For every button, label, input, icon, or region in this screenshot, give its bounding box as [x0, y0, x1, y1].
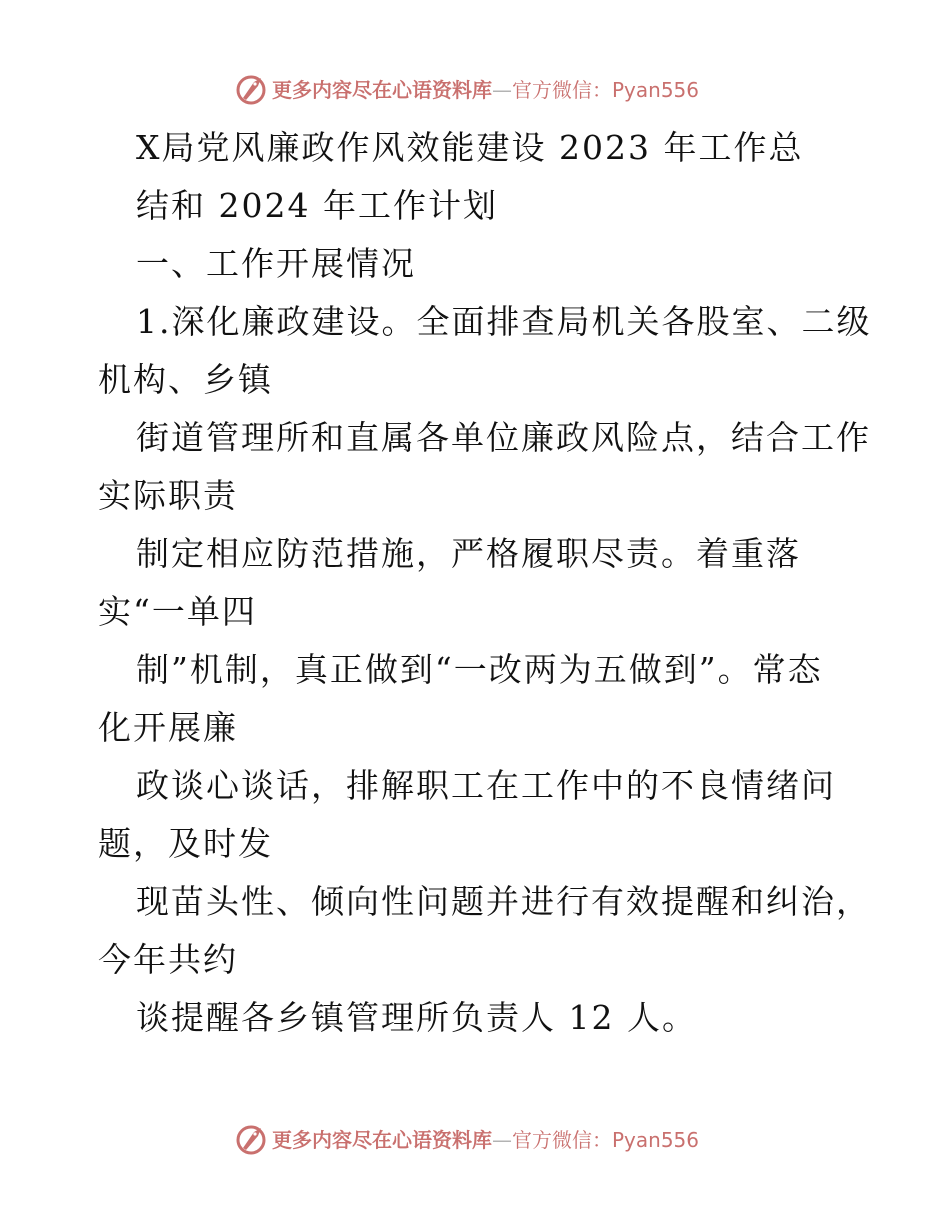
- watermark-main-text: 更多内容尽在心语资料库: [272, 78, 492, 102]
- paragraph-line: 制”机制，真正做到“一改两为五做到”。常态: [136, 650, 823, 689]
- paragraph-line: 机构、乡镇: [98, 360, 273, 399]
- paragraph-line: 制定相应防范措施，严格履职尽责。着重落: [136, 534, 801, 573]
- paragraph-line: 现苗头性、倾向性问题并进行有效提醒和纠治，: [136, 882, 871, 921]
- watermark-banner-bottom: [0, 1120, 950, 1160]
- watermark-separator: —: [492, 78, 512, 102]
- watermark-contact-text: 官方微信：Pyan556: [512, 1128, 700, 1152]
- paragraph-line: 题，及时发: [98, 824, 273, 863]
- paragraph-line: 街道管理所和直属各单位廉政风险点，结合工作: [136, 418, 871, 457]
- watermark-separator: —: [492, 1128, 512, 1152]
- paragraph-line: 1.深化廉政建设。全面排查局机关各股室、二级: [136, 302, 872, 341]
- document-title-line-1: X局党风廉政作风效能建设 2023 年工作总: [136, 128, 804, 167]
- paragraph-line: 谈提醒各乡镇管理所负责人 12 人。: [136, 998, 697, 1037]
- paragraph-line: 实际职责: [98, 476, 238, 515]
- document-body: [98, 120, 872, 1048]
- paragraph-line: 今年共约: [98, 940, 238, 979]
- pen-nib-seal-icon: [234, 1122, 268, 1156]
- watermark-banner-top: [0, 70, 950, 110]
- paragraph-line: 实“一单四: [98, 592, 257, 631]
- watermark-text: [272, 75, 699, 105]
- section-heading: 一、工作开展情况: [136, 244, 416, 283]
- pen-nib-seal-icon: [234, 72, 268, 106]
- watermark-text: [272, 1125, 699, 1155]
- watermark-main-text: 更多内容尽在心语资料库: [272, 1128, 492, 1152]
- document-title-line-2: 结和 2024 年工作计划: [136, 186, 498, 225]
- paragraph-line: 政谈心谈话，排解职工在工作中的不良情绪问: [136, 766, 836, 805]
- paragraph-line: 化开展廉: [98, 708, 238, 747]
- watermark-contact-text: 官方微信：Pyan556: [512, 78, 700, 102]
